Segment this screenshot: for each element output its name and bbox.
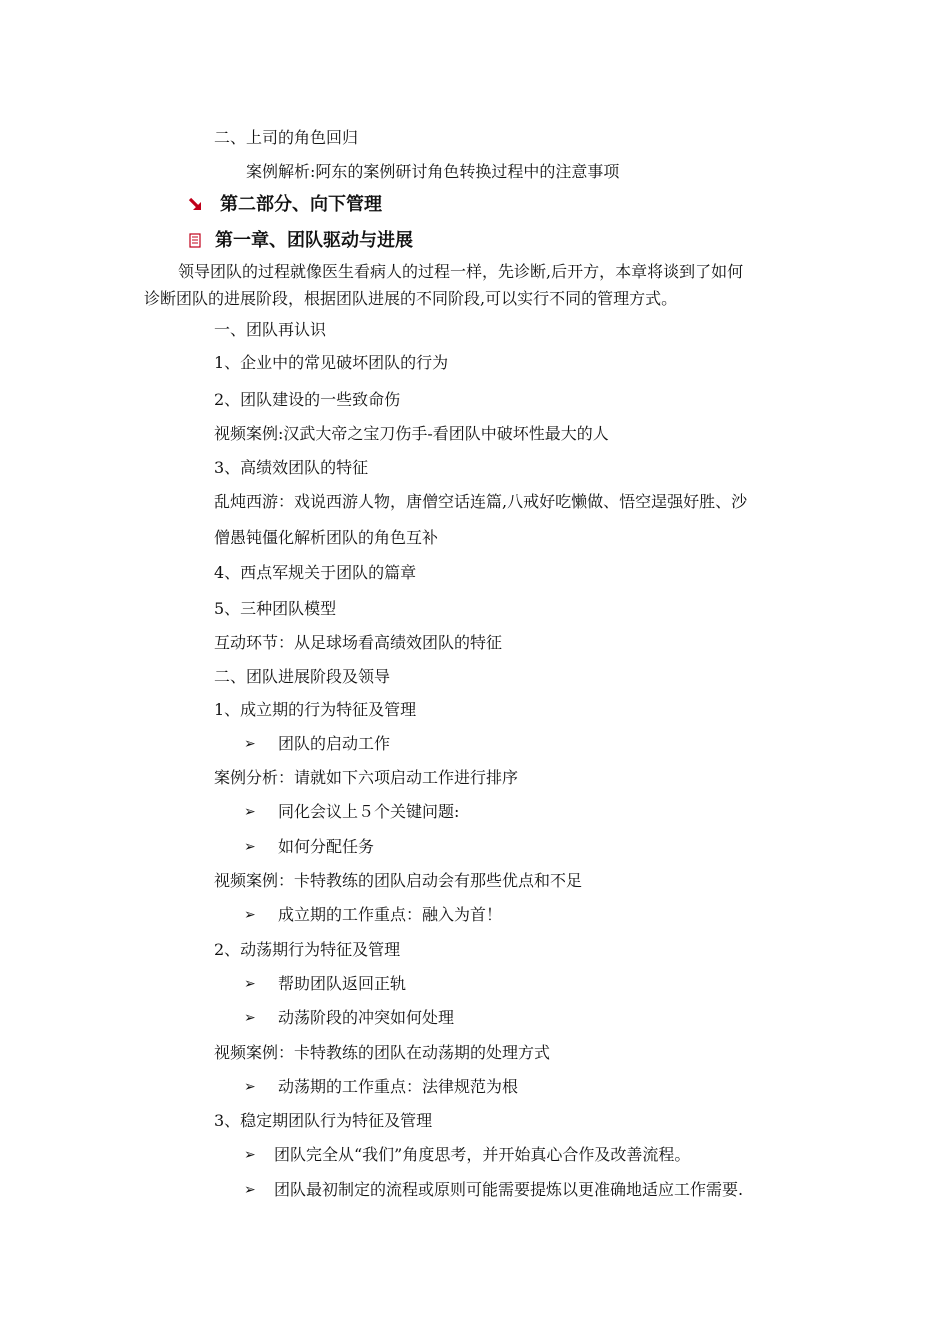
paragraph-line: 诊断团队的进展阶段，根据团队进展的不同阶段,可以实行不同的管理方式。 [144, 289, 678, 308]
item-line: 1、成立期的行为特征及管理 [214, 700, 417, 719]
part-heading: 第二部分、向下管理 [220, 194, 382, 215]
book-icon [189, 233, 201, 248]
item-line: 案例分析：请就如下六项启动工作进行排序 [214, 768, 519, 787]
arrow-bullet-icon: ➢ [244, 1182, 256, 1198]
chapter-heading: 第一章、团队驱动与进展 [215, 230, 413, 251]
bullet-item: 同化会议上５个关键问题: [278, 802, 460, 821]
arrow-bullet-icon: ➢ [244, 804, 256, 820]
arrow-bullet-icon: ➢ [244, 736, 256, 752]
item-line: 1、企业中的常见破坏团队的行为 [214, 353, 449, 372]
item-line: 乱炖西游：戏说西游人物，唐僧空话连篇,八戒好吃懒做、悟空逞强好胜、沙 [214, 492, 748, 511]
item-line: 僧愚钝僵化解析团队的角色互补 [214, 528, 439, 547]
section-line: 二、上司的角色回归 [214, 128, 359, 147]
paragraph-line: 领导团队的过程就像医生看病人的过程一样，先诊断,后开方，本章将谈到了如何 [178, 262, 744, 281]
bullet-item: 成立期的工作重点：融入为首！ [278, 905, 503, 924]
item-line: 3、稳定期团队行为特征及管理 [214, 1111, 433, 1130]
bullet-item: 团队的启动工作 [278, 734, 391, 753]
bullet-item: 动荡阶段的冲突如何处理 [278, 1008, 455, 1027]
item-line: 视频案例：卡特教练的团队启动会有那些优点和不足 [214, 871, 583, 890]
item-line: 视频案例:汉武大帝之宝刀伤手-看团队中破坏性最大的人 [214, 424, 609, 443]
arrow-bullet-icon: ➢ [244, 839, 256, 855]
item-line: 2、团队建设的一些致命伤 [214, 390, 401, 409]
item-line: 2、动荡期行为特征及管理 [214, 940, 401, 959]
red-arrow-icon [188, 197, 204, 213]
bullet-item: 团队完全从“我们”角度思考，并开始真心合作及改善流程。 [274, 1145, 691, 1164]
arrow-bullet-icon: ➢ [244, 1147, 256, 1163]
item-line: 3、高绩效团队的特征 [214, 458, 369, 477]
bullet-item: 团队最初制定的流程或原则可能需要提炼以更准确地适应工作需要. [274, 1180, 744, 1199]
item-line: 视频案例：卡特教练的团队在动荡期的处理方式 [214, 1043, 551, 1062]
bullet-item: 帮助团队返回正轨 [278, 974, 407, 993]
case-line: 案例解析:阿东的案例研讨角色转换过程中的注意事项 [246, 162, 620, 181]
item-line: 互动环节：从足球场看高绩效团队的特征 [214, 633, 503, 652]
arrow-bullet-icon: ➢ [244, 976, 256, 992]
arrow-bullet-icon: ➢ [244, 907, 256, 923]
section-line: 一、团队再认识 [214, 320, 327, 339]
section-line: 二、团队进展阶段及领导 [214, 667, 391, 686]
item-line: 5、三种团队模型 [214, 599, 337, 618]
item-line: 4、西点军规关于团队的篇章 [214, 563, 417, 582]
arrow-bullet-icon: ➢ [244, 1010, 256, 1026]
bullet-item: 如何分配任务 [278, 837, 375, 856]
bullet-item: 动荡期的工作重点：法律规范为根 [278, 1077, 519, 1096]
arrow-bullet-icon: ➢ [244, 1079, 256, 1095]
